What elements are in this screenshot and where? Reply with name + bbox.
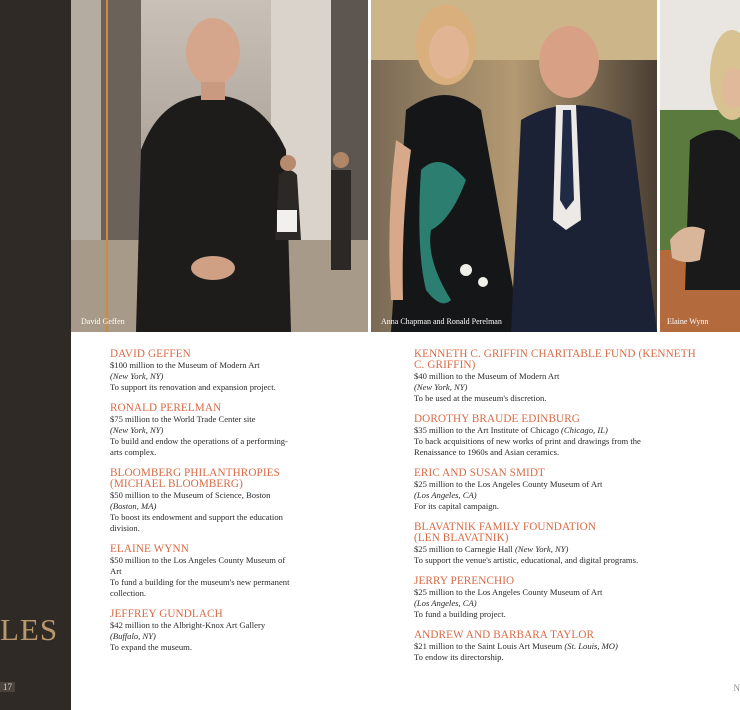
donation-purpose: To support the venue's artistic, educational, and digital programs.: [414, 555, 639, 565]
donation-purpose: For its capital campaign.: [414, 501, 499, 511]
right-page-marker: N: [733, 683, 740, 693]
donation-purpose: To support its renovation and expansion project.: [110, 382, 276, 392]
donation-amount: $35 million to the Art Institute of Chicago: [414, 425, 559, 435]
donation-amount: $42 million to the Albright-Knox Art Gallery: [110, 620, 266, 630]
donor-name: DAVID GEFFEN: [110, 348, 191, 360]
donor-entry-dorothy-braude-edinburg: [414, 414, 699, 458]
donation-purpose: To be used at the museum's discretion.: [414, 393, 547, 403]
caption-anna-chapman-ronald-perelman: Anna Chapman and Ronald Perelman: [381, 317, 502, 326]
donation-location: (New York, NY): [110, 425, 164, 435]
section-label: LES: [0, 612, 59, 647]
photo-anna-chapman-ronald-perelman: [371, 0, 657, 332]
donor-name: DOROTHY BRAUDE EDINBURG: [414, 413, 580, 425]
donor-name: BLAVATNIK FAMILY FOUNDATION: [414, 521, 597, 533]
donor-name: ANDREW AND BARBARA TAYLOR: [414, 629, 595, 641]
donation-amount-line: [414, 544, 699, 555]
donation-amount: Art: [110, 566, 122, 576]
photo-elaine-wynn: [660, 0, 740, 332]
donation-purpose: To back acquisitions of new works of print and drawings from the: [414, 436, 641, 446]
donor-entry-andrew-barbara-taylor: [414, 630, 699, 663]
donation-location: (New York, NY): [514, 544, 569, 554]
donation-purpose: To endow its directorship.: [414, 652, 504, 662]
donation-purpose: To boost its endowment and support the education: [110, 512, 283, 522]
photo-chapman-perelman-image: [371, 0, 657, 332]
donor-list-right: [414, 349, 699, 673]
donor-name: BLOOMBERG PHILANTHROPIES: [110, 467, 280, 479]
donor-entry-jeffrey-gundlach: [110, 609, 340, 653]
donor-entry-bloomberg-philanthropies: [110, 468, 340, 534]
left-page-band: [0, 0, 71, 710]
donor-name: JEFFREY GUNDLACH: [110, 608, 223, 620]
photo-david-geffen: [71, 0, 368, 332]
donation-amount: $21 million to the Saint Louis Art Museum: [414, 641, 563, 651]
photo-david-geffen-image: [71, 0, 368, 332]
donor-entry-ronald-perelman: [110, 403, 340, 458]
donor-entry-elaine-wynn: [110, 544, 340, 599]
donor-list-left: [110, 349, 340, 663]
caption-david-geffen: David Geffen: [81, 317, 125, 326]
donor-name: JERRY PERENCHIO: [414, 575, 515, 587]
donor-name: ELAINE WYNN: [110, 543, 189, 555]
donation-location: (Buffalo, NY): [110, 631, 156, 641]
donor-name: ERIC AND SUSAN SMIDT: [414, 467, 545, 479]
donation-location: (Los Angeles, CA): [414, 598, 477, 608]
donor-entry-eric-susan-smidt: [414, 468, 699, 512]
donation-amount: $50 million to the Los Angeles County Museum of: [110, 555, 286, 565]
donation-purpose: collection.: [110, 588, 147, 598]
donation-purpose: To fund a building project.: [414, 609, 506, 619]
donor-name: (LEN BLAVATNIK): [414, 532, 509, 544]
donation-location: (Chicago, IL): [561, 425, 608, 435]
photo-elaine-wynn-image: [660, 0, 740, 332]
donation-amount: $25 million to the Los Angeles County Museum of Art: [414, 587, 603, 597]
donor-name: (MICHAEL BLOOMBERG): [110, 478, 243, 490]
donation-amount: $100 million to the Museum of Modern Art: [110, 360, 260, 370]
donation-amount-line: [414, 641, 699, 652]
caption-elaine-wynn: Elaine Wynn: [667, 317, 709, 326]
donation-purpose: division.: [110, 523, 140, 533]
donation-location: (Boston, MA): [110, 501, 157, 511]
donation-location: (St. Louis, MO): [564, 641, 618, 651]
donation-amount: $75 million to the World Trade Center site: [110, 414, 256, 424]
donation-location: (New York, NY): [414, 382, 468, 392]
donor-name: KENNETH C. GRIFFIN CHARITABLE FUND (KENNETH: [414, 348, 696, 360]
donor-name: RONALD PERELMAN: [110, 402, 222, 414]
donation-purpose: To fund a building for the museum's new permanent: [110, 577, 290, 587]
page-number: 17: [0, 682, 15, 692]
donation-amount: $25 million to the Los Angeles County Museum of Art: [414, 479, 603, 489]
donation-purpose: arts complex.: [110, 447, 157, 457]
donation-purpose: To expand the museum.: [110, 642, 192, 652]
donor-entry-david-geffen: [110, 349, 340, 393]
donation-amount-line: [414, 425, 699, 436]
donor-entry-jerry-perenchio: [414, 576, 699, 620]
donation-amount: $50 million to the Museum of Science, Boston: [110, 490, 271, 500]
donor-entry-kenneth-griffin: [414, 349, 699, 404]
donation-location: (New York, NY): [110, 371, 164, 381]
donation-location: (Los Angeles, CA): [414, 490, 477, 500]
donation-purpose: Renaissance to 1960s and Asian ceramics.: [414, 447, 560, 457]
donation-amount: $40 million to the Museum of Modern Art: [414, 371, 560, 381]
donation-amount: $25 million to Carnegie Hall: [414, 544, 513, 554]
donation-purpose: To build and endow the operations of a performing-: [110, 436, 288, 446]
donor-name: C. GRIFFIN): [414, 359, 476, 371]
donor-entry-blavatnik-family-foundation: [414, 522, 699, 566]
